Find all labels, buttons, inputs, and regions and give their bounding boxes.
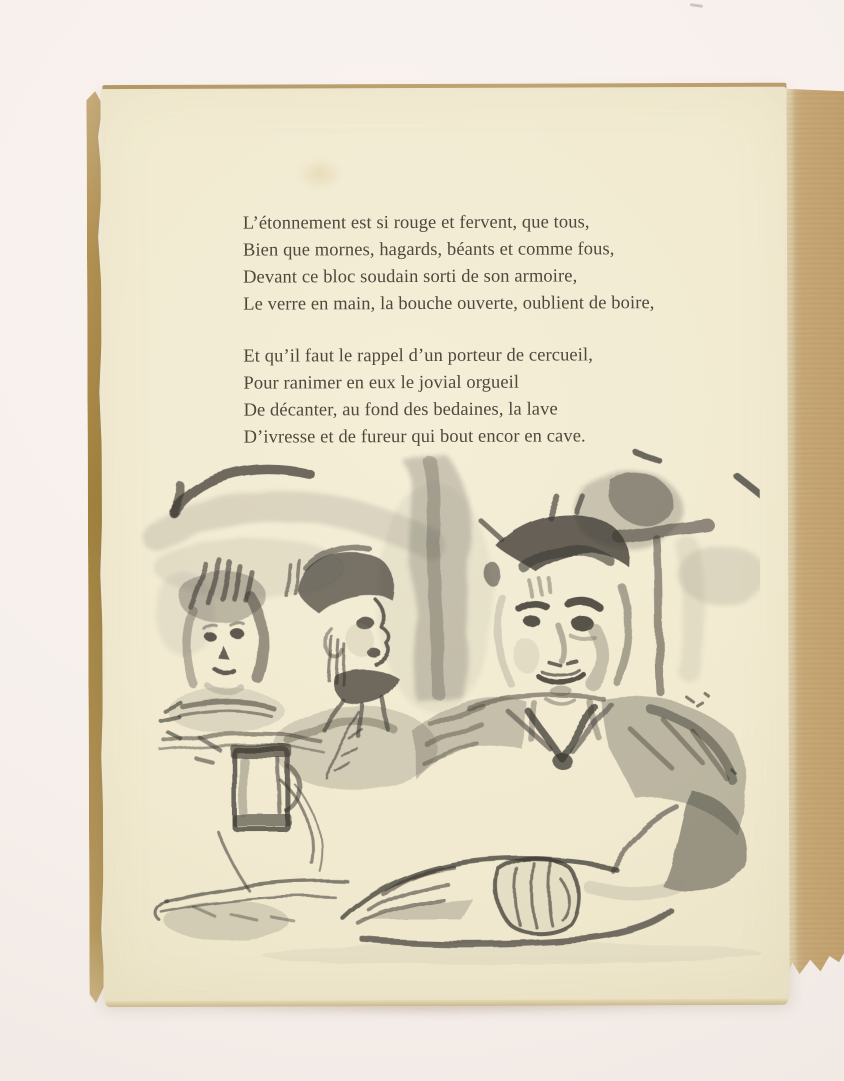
paper-stain (297, 158, 343, 190)
poem-line: Le verre en main, la bouche ouverte, oublient de boire, (243, 293, 655, 315)
kraft-cover (784, 89, 844, 987)
poem-line: Bien que mornes, hagards, béants et comme fous, (242, 239, 615, 261)
poem-line: D’ivresse et de fureur qui bout encor en cave. (243, 426, 586, 448)
poem-stanza-2 (243, 342, 655, 451)
poem-line: De décanter, au fond des bedaines, la lave (243, 399, 558, 421)
book-page (100, 87, 789, 1003)
poem-line: Et qu’il faut le rappel d’un porteur de cercueil, (243, 345, 593, 367)
poem-stanza-1 (243, 209, 655, 318)
lithograph-illustration (130, 447, 762, 967)
table-sketch (155, 829, 761, 965)
poem-line: L’étonnement est si rouge et fervent, que tous, (242, 212, 590, 234)
poem-line: Pour ranimer en eux le jovial orgueil (243, 372, 520, 394)
poem-line: Devant ce bloc soudain sorti de son armoire, (243, 266, 578, 288)
poem (243, 209, 655, 451)
